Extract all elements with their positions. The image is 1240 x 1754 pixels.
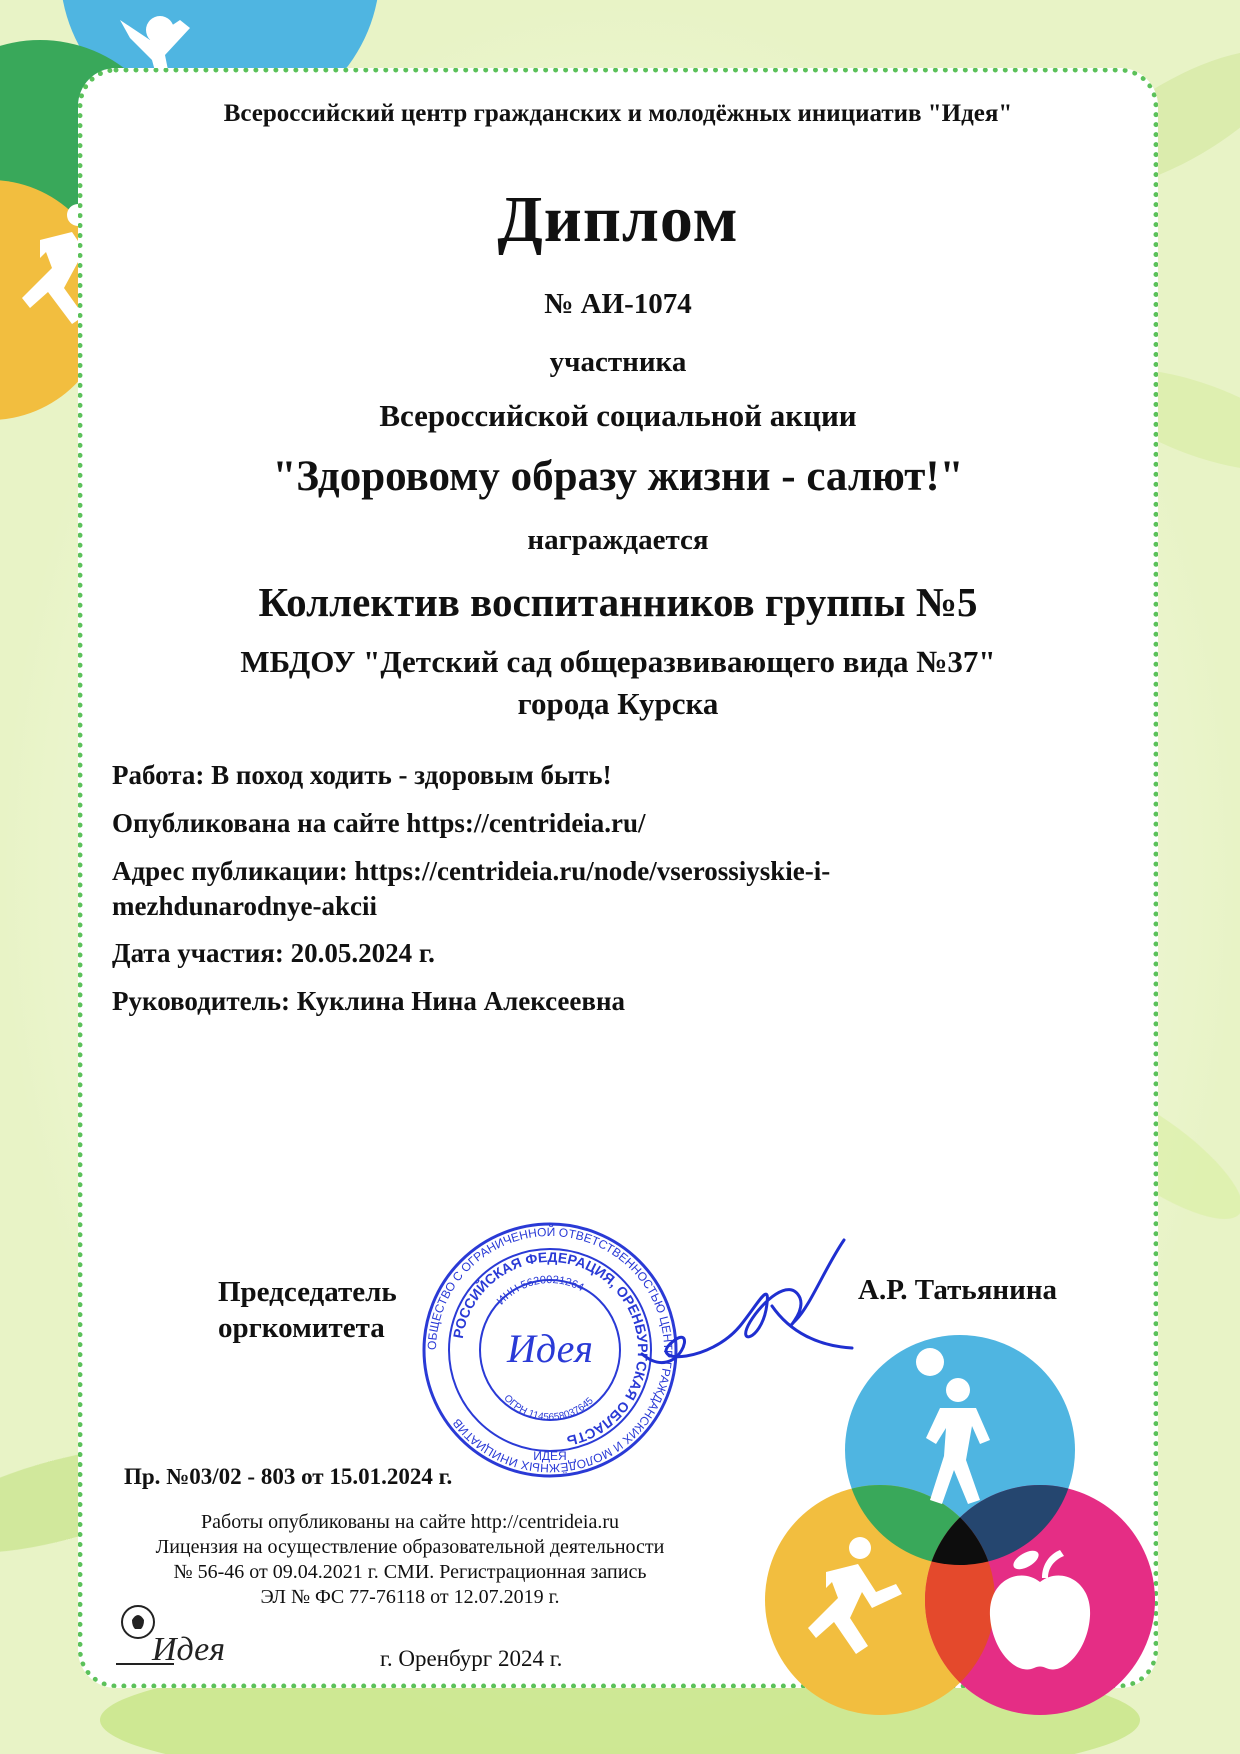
chair-line: Председатель [218, 1276, 397, 1308]
publication-address-line: mezhdunarodnye-akcii [112, 891, 378, 921]
stamp-outer-text: ОБЩЕСТВО С ОГРАНИЧЕННОЙ ОТВЕТСТВЕННОСТЬЮ ЦЕНТР ГРАЖДАНСКИХ И МОЛОДЁЖНЫХ ИНИЦИАТИВ [424, 1224, 676, 1476]
recipient-name: Коллектив воспитанников группы №5 [258, 579, 978, 625]
institution-name: МБДОУ "Детский сад общеразвивающего вида №37" [240, 644, 996, 679]
organization-name: Всероссийский центр гражданских и молодёжных инициатив "Идея" [223, 100, 1013, 127]
idea-logo-text: Идея [152, 1631, 226, 1668]
publication-address-line: Адрес публикации: https://centrideia.ru/node/vserossiyskie-i- [112, 856, 831, 886]
publication-address [112, 854, 992, 924]
svg-text:ИНН 5620021264 [495, 1274, 586, 1307]
footer-line: ЭЛ № ФС 77-76118 от 12.07.2019 г. [260, 1586, 560, 1608]
event-name: "Здоровому образу жизни - салют!" [272, 453, 964, 500]
diploma-number: № АИ-1074 [544, 288, 692, 320]
footer-line: Работы опубликованы на сайте http://centrideia.ru [201, 1511, 619, 1533]
institution-city: города Курска [517, 686, 719, 721]
work-title: Работа: В поход ходить - здоровым быть! [112, 760, 612, 790]
diploma-title: Диплом [497, 183, 739, 256]
order-number: Пр. №03/02 - 803 от 15.01.2024 г. [124, 1464, 453, 1489]
stamp-inn: ИНН 5620021264 [494, 1274, 586, 1308]
awarded-label: награждается [527, 524, 709, 556]
signer-name: А.Р. Татьянина [858, 1274, 1058, 1306]
participation-date: Дата участия: 20.05.2024 г. [112, 938, 435, 968]
svg-text:ОГРН 1145658037645 [501, 1393, 596, 1423]
stamp-ogrn: ОГРН 1145658037645 [501, 1392, 596, 1424]
city-year: г. Оренбург 2024 г. [380, 1646, 563, 1671]
stamp-bottom-text: ИДЕЯ [533, 1449, 567, 1463]
chair-title [218, 1274, 397, 1346]
venn-circles-decoration [740, 1320, 1180, 1740]
footer-line: № 56-46 от 09.04.2021 г. СМИ. Регистрационная запись [173, 1561, 647, 1583]
footer-line: Лицензия на осуществление образовательной деятельности [155, 1536, 665, 1558]
leader-name: Руководитель: Куклина Нина Алексеевна [112, 986, 626, 1016]
participant-label: участника [549, 346, 687, 378]
stamp-center-text: Идея [507, 1326, 593, 1371]
chair-line: оргкомитета [218, 1312, 385, 1344]
event-type: Всероссийской социальной акции [379, 398, 857, 433]
publication-site: Опубликована на сайте https://centrideia.ru/ [112, 808, 646, 838]
idea-logo [110, 1600, 260, 1670]
stamp-inner-text: РОССИЙСКАЯ ФЕДЕРАЦИЯ, ОРЕНБУРГСКАЯ ОБЛАСТЬ [449, 1248, 652, 1450]
